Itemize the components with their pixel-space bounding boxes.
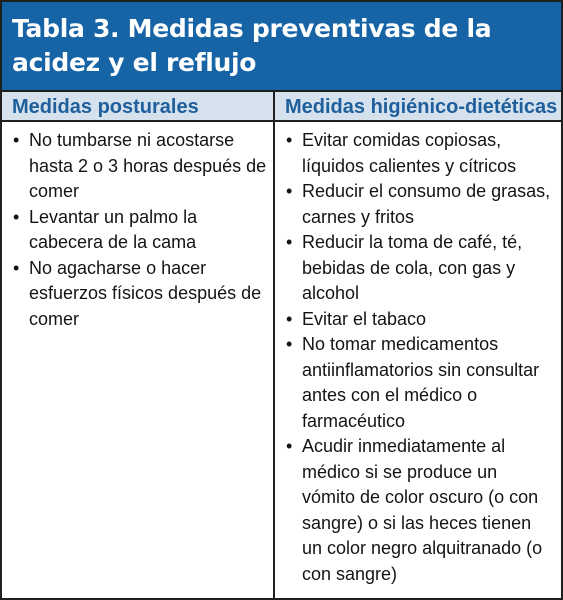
list-item xyxy=(12,128,267,205)
bullet-icon: • xyxy=(286,436,293,456)
list-item-text: No agacharse o hacer esfuerzos físicos después de comer xyxy=(29,257,262,329)
header-hygienic-dietary-measures: Medidas higiénico-dietéticas xyxy=(275,90,561,122)
bullet-icon: • xyxy=(13,130,20,150)
list-item xyxy=(285,128,555,179)
table-body-row xyxy=(2,122,561,598)
bullet-icon: • xyxy=(286,334,293,354)
hygienic-dietary-measures-column xyxy=(275,122,561,598)
list-item xyxy=(285,179,555,230)
list-item xyxy=(285,230,555,307)
list-item-text: No tumbarse ni acostarse hasta 2 o 3 horas después de comer xyxy=(29,130,267,201)
bullet-icon: • xyxy=(286,181,293,201)
list-item-text: No tomar medicamentos antiinflamatorios sin consultar antes con el médico o farmacéutico xyxy=(302,334,540,431)
bullet-icon: • xyxy=(13,257,20,278)
bullet-icon: • xyxy=(13,206,20,227)
list-item-text: Evitar el tabaco xyxy=(302,308,427,329)
list-item-text: Acudir inmediatamente al médico si se produce un vómito de color oscuro (o con sangre) o si las heces tienen un color negro alquitranado (o con sangre) xyxy=(302,436,543,584)
bullet-icon: • xyxy=(286,130,293,150)
table-title: Tabla 3. Medidas preventivas de la acidez y el reflujo xyxy=(2,2,561,90)
list-item-text: Reducir el consumo de grasas, carnes y fritos xyxy=(302,181,551,227)
postural-measures-list xyxy=(12,128,267,332)
bullet-icon: • xyxy=(286,232,293,252)
list-item xyxy=(12,205,267,256)
list-item-text: Evitar comidas copiosas, líquidos calientes y cítricos xyxy=(302,130,517,176)
list-item-text: Reducir la toma de café, té, bebidas de cola, con gas y alcohol xyxy=(302,232,523,303)
header-postural-measures: Medidas posturales xyxy=(2,90,275,122)
table-header-row xyxy=(2,90,561,122)
list-item xyxy=(285,332,555,434)
list-item-text: Levantar un palmo la cabecera de la cama xyxy=(29,206,198,252)
bullet-icon: • xyxy=(286,308,293,329)
postural-measures-column xyxy=(2,122,275,598)
list-item xyxy=(12,256,267,333)
list-item xyxy=(285,307,555,333)
hygienic-dietary-measures-list xyxy=(285,128,555,587)
list-item xyxy=(285,434,555,587)
